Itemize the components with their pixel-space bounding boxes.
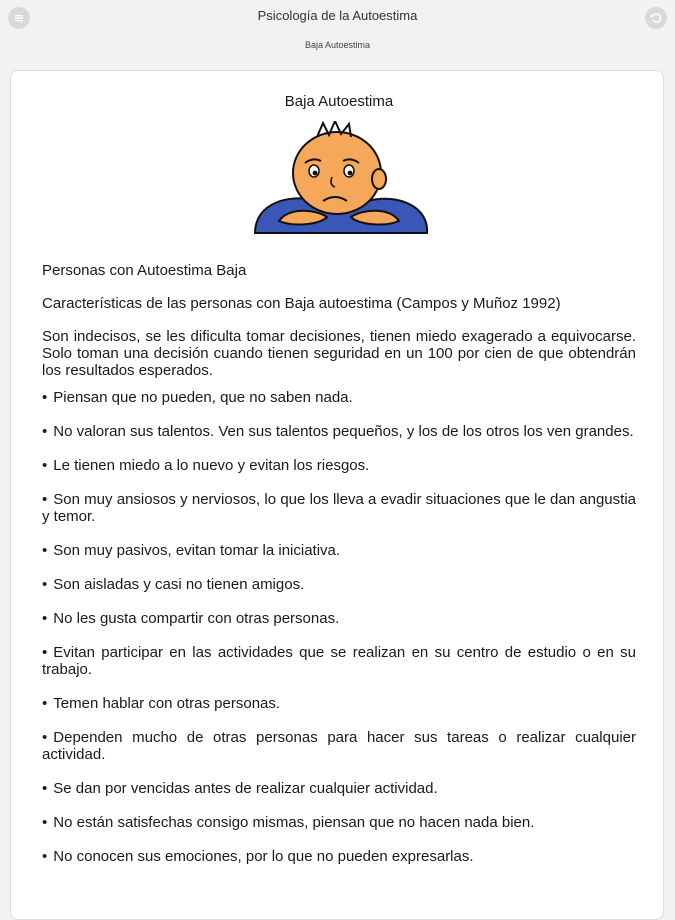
list-item: • No conocen sus emociones, por lo que no pueden expresarlas. <box>42 848 474 865</box>
page-subtitle: Baja Autoestima <box>304 40 371 50</box>
list-item: • Son muy pasivos, evitan tomar la iniciativa. <box>42 542 341 559</box>
section-title: Personas con Autoestima Baja <box>42 262 247 279</box>
back-button[interactable] <box>645 7 667 29</box>
list-item: • Son muy ansiosos y nerviosos, lo que los lleva a evadir situaciones que le dan angustia y temor. <box>42 491 636 525</box>
list-item: • No valoran sus talentos. Ven sus talentos pequeños, y los de los otros los ven grandes. <box>42 423 634 440</box>
top-bar <box>0 0 675 64</box>
sad-boy-illustration <box>249 121 429 241</box>
list-item: • No les gusta compartir con otras personas. <box>42 610 340 627</box>
app-title: Psicología de la Autoestima <box>257 8 418 23</box>
article-card <box>10 70 664 920</box>
list-item: • No están satisfechas consigo mismas, piensan que no hacen nada bien. <box>42 814 535 831</box>
list-item: • Temen hablar con otras personas. <box>42 695 281 712</box>
list-item: • Evitan participar en las actividades que se realizan en su centro de estudio o en su trabajo. <box>42 644 636 678</box>
section-block <box>42 262 636 865</box>
back-arrow-icon <box>649 11 663 25</box>
subheading: Características de las personas con Baja autoestima (Campos y Muñoz 1992) <box>42 295 561 312</box>
list-item: • Se dan por vencidas antes de realizar cualquier actividad. <box>42 780 438 797</box>
article-content <box>42 93 636 882</box>
characteristics-list <box>42 389 636 865</box>
article-title: Baja Autoestima <box>284 93 394 110</box>
list-item: • Son aisladas y casi no tienen amigos. <box>42 576 305 593</box>
list-item: • Piensan que no pueden, que no saben nada. <box>42 389 353 406</box>
list-item: • Le tienen miedo a lo nuevo y evitan los riesgos. <box>42 457 370 474</box>
list-item: • Dependen mucho de otras personas para hacer sus tareas o realizar cualquier actividad. <box>42 729 636 763</box>
intro-paragraph: Son indecisos, se les dificulta tomar decisiones, tienen miedo exagerado a equivocarse. Solo toman una decisión cuando tienen seguridad en un 100 por cien de que obtendrán los resultados esperados. <box>42 328 636 379</box>
